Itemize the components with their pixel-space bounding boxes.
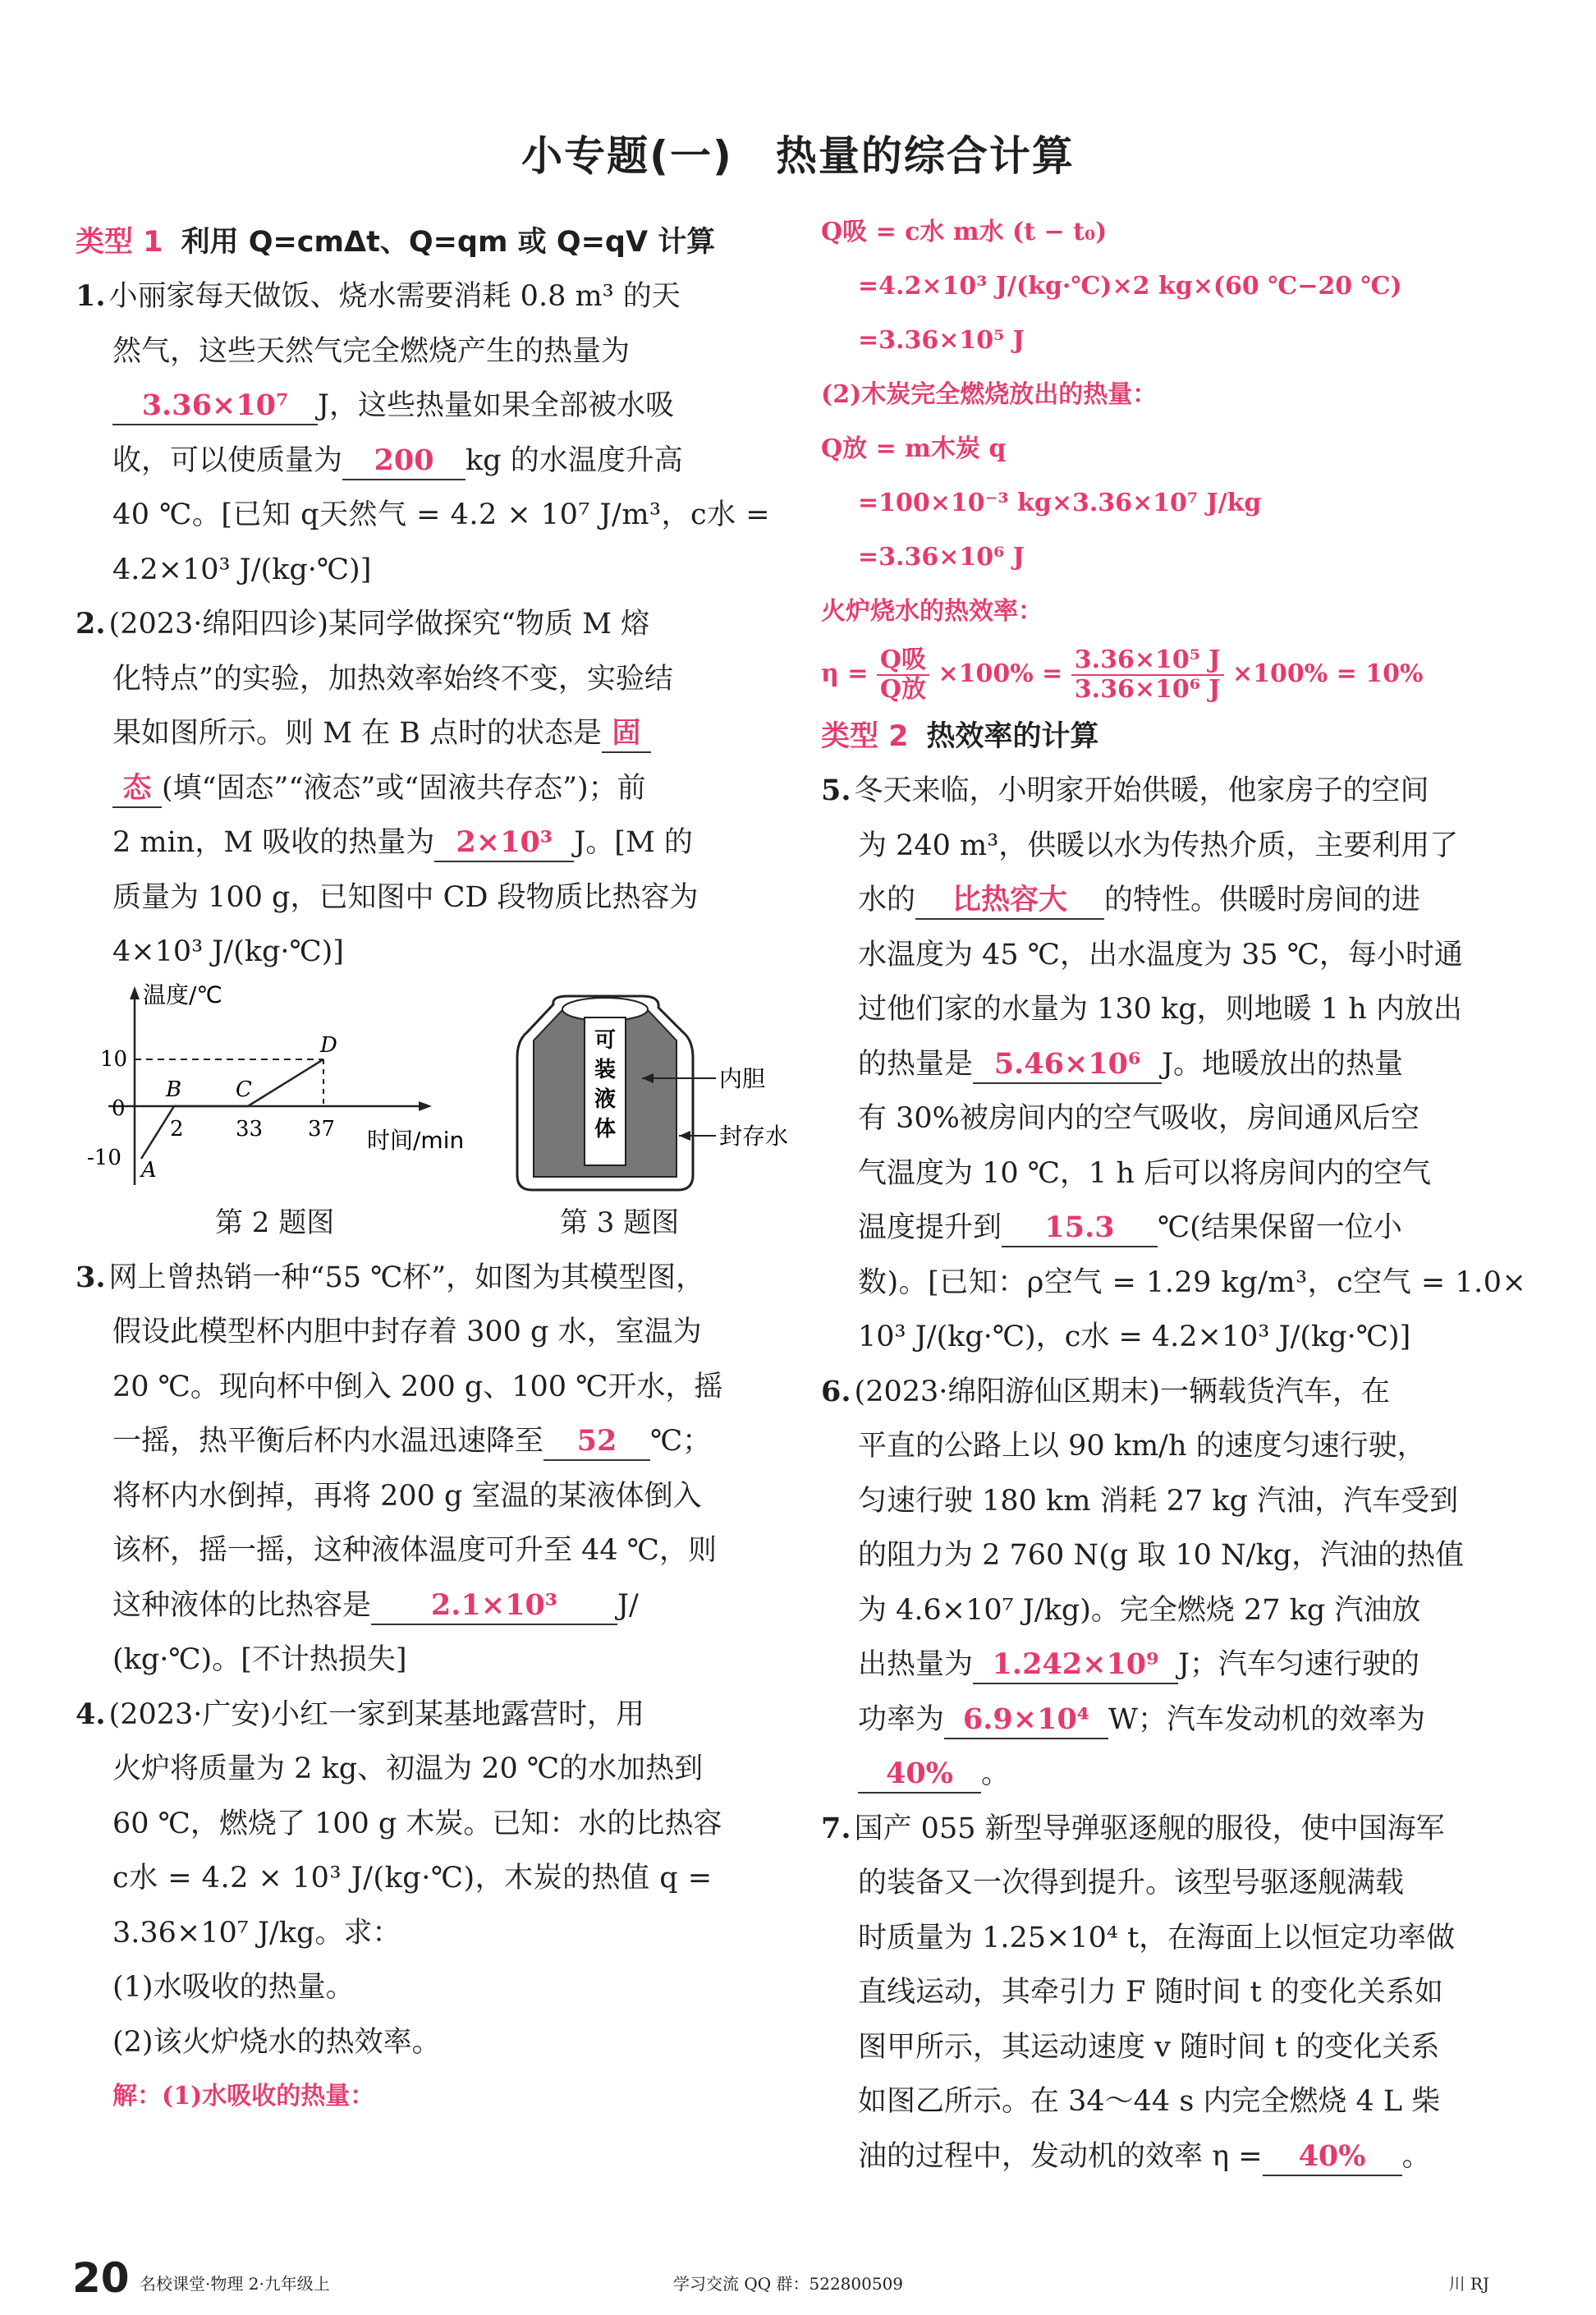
q2-line2: 化特点”的实验，加热效率始终不变，实验结 [112,662,673,696]
caption-fig2: 第 2 题图 [215,1206,335,1239]
q2-answer1b: 态 [112,770,162,808]
footer [0,2254,1596,2304]
q2-answer2: 2×10³ [434,824,574,862]
q7-line6: 如图乙所示。在 34～44 s 内完全燃烧 4 L 柴 [858,2085,1441,2118]
type2-heading [821,710,1502,764]
q3-line1: 3. 网上曾热销一种“55 ℃杯”，如图为其模型图， [76,1260,705,1294]
type2-title: 热效率的计算 [926,720,1099,753]
q1-line5: 40 ℃。[已知 q天然气 = 4.2 × 10⁷ J/m³，c水 = [112,498,771,531]
right-column [821,205,1527,2184]
q3-line6: 该杯，摇一摇，这种液体温度可升至 44 ℃，则 [112,1534,717,1567]
type1-heading [76,215,757,269]
page-number: 20 [72,2254,130,2302]
q3-line4: 一摇，热平衡后杯内水温迅速降至 52 ℃； [76,1414,757,1469]
graph-ylabel: 温度/℃ [143,981,222,1008]
ytick-0: 0 [112,1095,126,1121]
q2-line4: 态 (填“固态”“液态”或“固液共存态”)；前 [76,761,757,816]
q4-solution-2: Q吸 = c水 m水 (t − t₀) [821,218,1108,246]
q4-solution-4: =3.36×10⁵ J [858,326,1025,355]
label-water: 封存水 [719,1122,789,1150]
q6-answer1: 1.242×10⁹ [973,1647,1178,1684]
q6-line6: 出热量为 1.242×10⁹ J；汽车匀速行驶的 [821,1637,1502,1693]
q3-answer1: 52 [543,1423,650,1461]
q5-answer3: 15.3 [1002,1210,1158,1247]
q5-line6: 的热量是 5.46×10⁶ J。地暖放出的热量 [821,1037,1502,1092]
q7-line5: 图甲所示，其运动速度 v 随时间 t 的变化关系 [858,2030,1440,2064]
q1-line2: 然气，这些天然气完全燃烧产生的热量为 [112,334,631,368]
q1-answer1: 3.36×10⁷ [112,388,318,425]
q2-line1: 2. (2023·绵阳四诊)某同学做探究“物质 M 熔 [76,607,650,641]
q3-line3: 20 ℃。现向杯中倒入 200 g、100 ℃开水，摇 [112,1370,723,1403]
q6-line1: 6. (2023·绵阳游仙区期末)一辆载货汽车，在 [821,1374,1391,1408]
q4-line5: 3.36×10⁷ J/kg。求： [112,1916,401,1950]
graph-xlabel: 时间/min [367,1126,465,1154]
label-neidan: 内胆 [719,1064,766,1092]
q5-answer2: 5.46×10⁶ [973,1046,1162,1084]
q3-line5: 将杯内水倒掉，再将 200 g 室温的某液体倒入 [112,1479,702,1513]
q4-line7: (2)该火炉烧水的热效率。 [112,2025,441,2059]
q5-line9: 温度提升到 15.3 ℃(结果保留一位小 [821,1201,1502,1256]
q3-line2: 假设此模型杯内胆中封存着 300 g 水，室温为 [112,1316,702,1348]
q7-answer1: 40% [1263,2138,1402,2176]
q6-line3: 匀速行驶 180 km 消耗 27 kg 汽油，汽车受到 [858,1484,1459,1518]
cup-inner-label: 可装液体 [594,1027,617,1141]
q2-line7: 4×10³ J/(kg·℃)] [112,935,344,968]
q4-solution-6: Q放 = m木炭 q [821,434,1007,463]
q3-line8: (kg·℃)。[不计热损失] [112,1643,407,1676]
q5-line10: 数)。[已知：ρ空气 = 1.29 kg/m³，c空气 = 1.0× [858,1265,1527,1299]
q4-line3: 60 ℃，燃烧了 100 g 木炭。已知：水的比热容 [112,1807,722,1840]
point-D: D [320,1032,337,1058]
qq-group: 学习交流 QQ 群：522800509 [673,2274,904,2294]
q4-solution-1: 解：(1)水吸收的热量： [112,2082,375,2111]
q4-line4: c水 = 4.2 × 10³ J/(kg·℃)，木炭的热值 q = [112,1862,713,1895]
type2-tag: 类型 2 [821,720,909,753]
q4-solution-7: =100×10⁻³ kg×3.36×10⁷ J/kg [858,489,1262,517]
xtick-37: 37 [308,1116,336,1141]
q7-line3: 时质量为 1.25×10⁴ t，在海面上以恒定功率做 [858,1921,1456,1954]
q7-line4: 直线运动，其牵引力 F 随时间 t 的变化关系如 [858,1976,1443,2009]
melting-curve [141,1059,323,1159]
q1-line1: 1. 小丽家每天做饭、烧水需要消耗 0.8 m³ 的天 [76,279,681,313]
q6-line4: 的阻力为 2 760 N(g 取 10 N/kg，汽油的热值 [858,1539,1465,1572]
cup-diagram [517,996,788,1190]
q2-line3: 果如图所示。则 M 在 B 点时的状态是 固 [76,706,757,761]
q4-line1: 4. (2023·广安)小红一家到某基地露营时，用 [76,1697,645,1731]
q1-line3: 3.36×10⁷ J，这些热量如果全部被水吸 [76,379,757,434]
q6-line8: 40% 。 [821,1747,1502,1802]
point-B: B [166,1077,182,1102]
q5-line5: 过他们家的水量为 130 kg，则地暖 1 h 内放出 [858,993,1462,1026]
q4-solution-9: 火炉烧水的热效率： [821,597,1043,626]
q5-line1: 5. 冬天来临，小明家开始供暖，他家房子的空间 [821,774,1429,807]
q2-line6: 质量为 100 g，已知图中 CD 段物质比热容为 [112,880,699,914]
ytick-neg10: -10 [87,1145,122,1170]
q5-answer1: 比热容大 [915,882,1104,920]
q6-line7: 功率为 6.9×10⁴ W；汽车发动机的效率为 [821,1693,1502,1748]
q5-line8: 气温度为 10 ℃，1 h 后可以将房间内的空气 [858,1156,1432,1190]
q6-line2: 平直的公路上以 90 km/h 的速度匀速行驶， [858,1430,1426,1463]
q4-solution-8: =3.36×10⁶ J [858,543,1025,572]
q1-line4: 收，可以使质量为 200 kg 的水温度升高 [76,434,757,489]
q4-line6: (1)水吸收的热量。 [112,1971,355,2004]
q4-line2: 火炉将质量为 2 kg、初温为 20 ℃的水加热到 [112,1752,704,1785]
book-title: 名校课堂·物理 2·九年级上 [140,2274,330,2294]
q7-line1: 7. 国产 055 新型导弹驱逐舰的服役，使中国海军 [821,1811,1445,1845]
xtick-2: 2 [170,1116,184,1141]
q4-solution-3: =4.2×10³ J/(kg·℃)×2 kg×(60 ℃−20 ℃) [858,272,1402,301]
figures [76,980,789,1251]
q5-line4: 水温度为 45 ℃，出水温度为 35 ℃，每小时通 [858,938,1463,971]
page-title: 小专题(一) 热量的综合计算 [521,132,1075,180]
q1-answer2: 200 [342,443,466,480]
q5-line3: 水的 比热容大 的特性。供暖时房间的进 [821,873,1502,928]
q1-line6: 4.2×10³ J/(kg·℃)] [112,553,372,586]
q4-solution-efficiency: η = $\frac{\text{Q吸}}{\text{Q放}}$ ×100% = $\frac{\text{3.36×10⁵ J}}{\text{3.36×10⁶ J}}$ ×100% = 10% [821,645,1424,704]
q5-line7: 有 30%被房间内的空气吸收，房间通风后空 [858,1102,1419,1135]
type1-tag: 类型 1 [76,226,163,259]
q6-answer2: 6.9×10⁴ [944,1702,1108,1739]
q2-answer1a: 固 [602,715,651,753]
type1-title: 利用 Q=cmΔt、Q=qm 或 Q=qV 计算 [181,226,716,259]
caption-fig3: 第 3 题图 [560,1206,680,1239]
left-column [76,215,789,2124]
q3-line7: 这种液体的比热容是 2.1×10³ J/ [76,1578,757,1633]
q7-line7: 油的过程中，发动机的效率 η = 40% 。 [821,2129,1502,2184]
q2-line5: 2 min，M 吸收的热量为 2×10³ J。[M 的 [76,815,757,870]
q6-answer3: 40% [858,1756,981,1794]
ytick-10: 10 [100,1046,128,1072]
q5-line2: 为 240 m³，供暖以水为传热介质，主要利用了 [858,829,1459,862]
q4-solution-5: (2)木炭完全燃烧放出的热量： [821,380,1158,409]
xtick-33: 33 [236,1116,264,1141]
edition-label: 川 RJ [1448,2274,1489,2294]
q6-line5: 为 4.6×10⁷ J/kg)。完全燃烧 27 kg 汽油放 [858,1593,1421,1627]
temperature-graph [76,980,789,1201]
point-C: C [236,1077,252,1102]
q5-line11: 10³ J/(kg·℃)，c水 = 4.2×10³ J/(kg·℃)] [858,1321,1411,1353]
point-A: A [141,1157,157,1183]
q3-answer2: 2.1×10³ [371,1587,617,1625]
q7-line2: 的装备又一次得到提升。该型号驱逐舰满载 [858,1867,1405,1899]
